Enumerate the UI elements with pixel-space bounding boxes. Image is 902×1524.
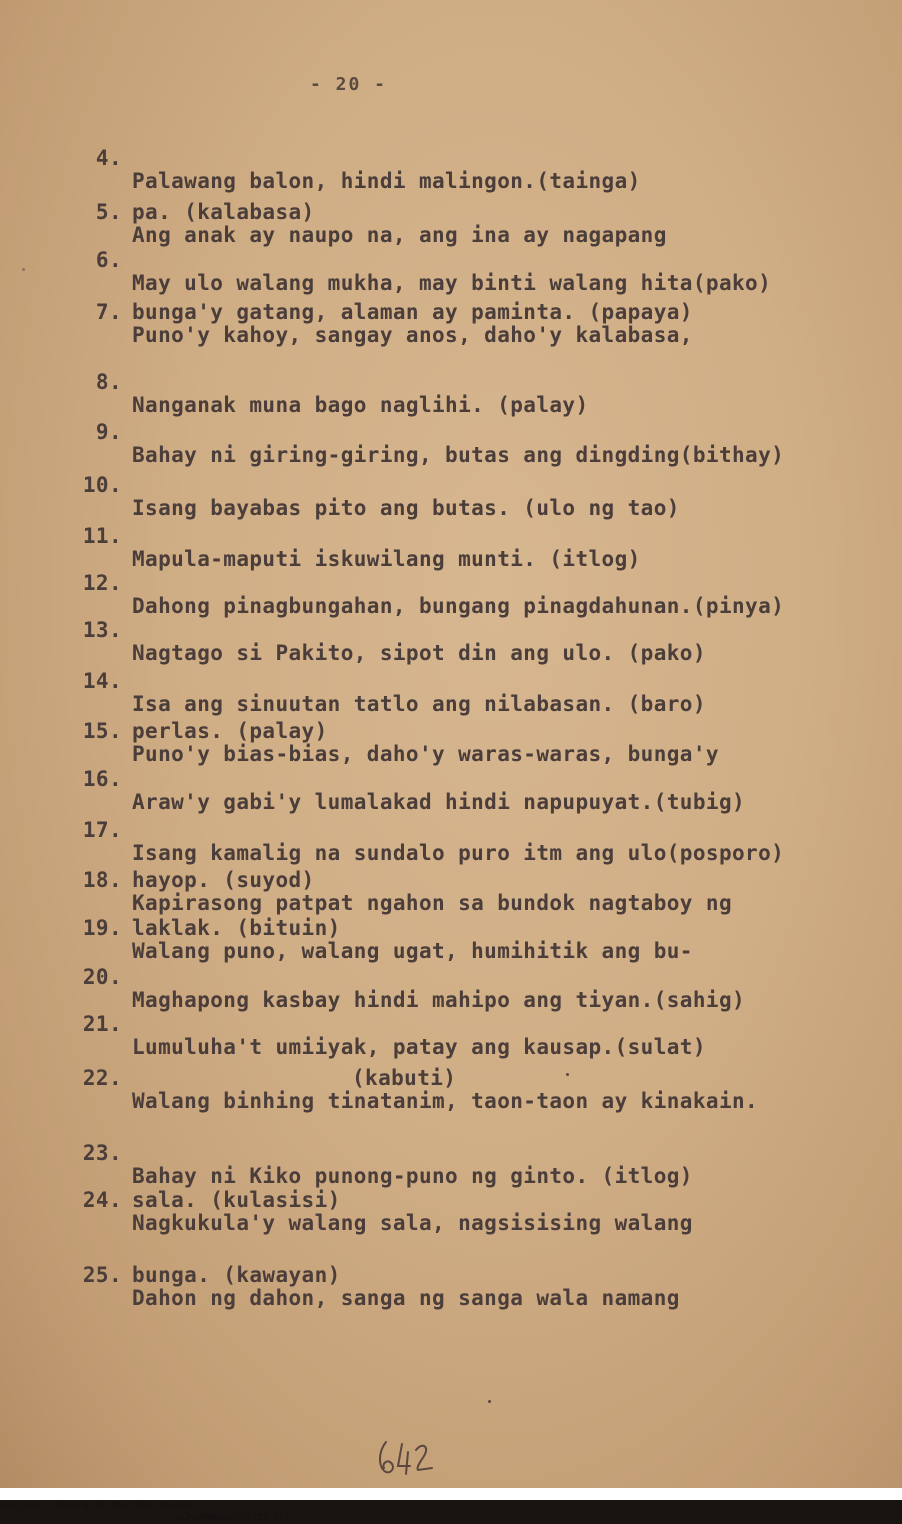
riddle-text-continued: bunga. (kawayan) — [132, 1263, 341, 1287]
riddle-number: 7. — [95, 300, 122, 324]
riddle-number: 14. — [82, 669, 122, 693]
riddle-text: Palawang balon, hindi malingon.(tainga) — [132, 169, 641, 193]
riddle-text: Dahon ng dahon, sanga ng sanga wala namang — [132, 1286, 680, 1310]
riddle-text: Isang kamalig na sundalo puro itm ang ulo(posporo) — [132, 841, 785, 865]
ink-speck — [488, 1400, 491, 1403]
page-number: - 20 - — [310, 74, 388, 95]
riddle-number: 10. — [82, 473, 122, 497]
riddle-number: 19. — [82, 916, 122, 940]
riddle-number: 20. — [82, 965, 122, 989]
riddle-text: Walang binhing tinatanim, taon-taon ay kinakain. — [132, 1089, 759, 1113]
riddle-text: Bahay ni Kiko punong-puno ng ginto. (itlog) — [132, 1164, 693, 1188]
riddle-number: 18. — [82, 868, 122, 892]
riddle-text: Kapirasong patpat ngahon sa bundok nagtaboy ng — [132, 891, 732, 915]
riddle-text: Bahay ni giring-giring, butas ang dingding(bithay) — [132, 443, 785, 467]
riddle-number: 17. — [82, 818, 122, 842]
riddle-number: 9. — [95, 420, 122, 444]
riddle-text: Lumuluha't umiiyak, patay ang kausap.(sulat) — [132, 1035, 706, 1059]
riddle-text-continued: sala. (kulasisi) — [132, 1188, 341, 1212]
scan-footer — [0, 1488, 902, 1523]
riddle-text-continued: bunga'y gatang, alaman ay paminta. (papaya) — [132, 300, 693, 324]
riddle-number: 25. — [82, 1263, 122, 1287]
riddle-text: Mapula-maputi iskuwilang munti. (itlog) — [132, 547, 641, 571]
riddle-number: 11. — [82, 524, 122, 548]
riddle-number: 21. — [82, 1012, 122, 1036]
riddle-number: 12. — [82, 571, 122, 595]
ink-speck — [566, 1073, 569, 1076]
riddle-number: 8. — [95, 370, 122, 394]
riddle-text: Maghapong kasbay hindi mahipo ang tiyan.(sahig) — [132, 988, 746, 1012]
riddle-number: 15. — [82, 719, 122, 743]
riddle-text-continued: hayop. (suyod) — [132, 868, 315, 892]
riddle-text-continued: laklak. (bituin) — [132, 916, 341, 940]
scan-filename: NLP00MNHDNAB28222.tif — [176, 1513, 290, 1523]
riddle-number: 23. — [82, 1141, 122, 1165]
riddle-text: Nagtago si Pakito, sipot din ang ulo. (pako) — [132, 641, 706, 665]
riddle-text: Dahong pinagbungahan, bungang pinagdahunan.(pinya) — [132, 594, 785, 618]
riddle-text: Walang puno, walang ugat, humihitik ang bu- — [132, 939, 693, 963]
library-credit: National Library of the Philippines — [2, 1501, 192, 1511]
riddle-number: 4. — [95, 146, 122, 170]
riddle-text: Puno'y bias-bias, daho'y waras-waras, bunga'y — [132, 742, 719, 766]
riddle-number: 6. — [95, 248, 122, 272]
riddle-text: Ang anak ay naupo na, ang ina ay nagapang — [132, 223, 667, 247]
riddle-text-continued: pa. (kalabasa) — [132, 200, 315, 224]
riddle-number: 13. — [82, 618, 122, 642]
riddle-number: 24. — [82, 1188, 122, 1212]
ink-speck — [22, 268, 25, 271]
handwritten-folio-mark — [372, 1432, 442, 1480]
riddle-text: Nanganak muna bago naglihi. (palay) — [132, 393, 589, 417]
riddle-number: 16. — [82, 767, 122, 791]
riddle-text-continued: (kabuti) — [352, 1066, 457, 1090]
riddle-text: Puno'y kahoy, sangay anos, daho'y kalabasa, — [132, 323, 693, 347]
riddle-text: Araw'y gabi'y lumalakad hindi napupuyat.(tubig) — [132, 790, 746, 814]
riddle-text-continued: perlas. (palay) — [132, 719, 328, 743]
riddle-text: May ulo walang mukha, may binti walang hita(pako) — [132, 271, 772, 295]
riddle-text: Nagkukula'y walang sala, nagsisising walang — [132, 1211, 693, 1235]
riddle-text: Isang bayabas pito ang butas. (ulo ng tao) — [132, 496, 680, 520]
riddle-item — [0, 1241, 902, 1356]
riddle-number: 22. — [82, 1066, 122, 1090]
riddle-number: 5. — [95, 200, 122, 224]
riddle-text: Isa ang sinuutan tatlo ang nilabasan. (baro) — [132, 692, 706, 716]
